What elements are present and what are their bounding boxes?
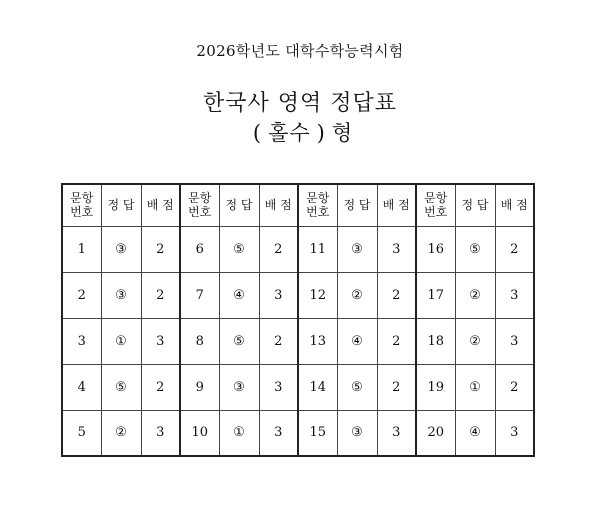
header-points: 배 점 [141,184,180,226]
header-answer: 정 답 [337,184,377,226]
question-number: 3 [62,318,101,364]
points-cell: 3 [377,226,416,272]
points-cell: 2 [495,226,534,272]
exam-type-suffix: 형 [331,121,354,145]
question-number: 10 [180,410,219,456]
table-header-row [62,184,534,226]
answer-cell: ① [219,410,259,456]
answer-table [61,183,535,457]
table-row [62,364,534,410]
header-question-number: 문항 번호 [180,184,219,226]
exam-type-name: 홀수 [268,121,311,145]
table-row [62,318,534,364]
answer-cell: ③ [337,410,377,456]
type-close-paren: ) [316,121,326,145]
header-answer: 정 답 [455,184,495,226]
question-number: 9 [180,364,219,410]
header-points: 배 점 [495,184,534,226]
points-cell: 3 [141,410,180,456]
points-cell: 2 [141,364,180,410]
answer-cell: ① [101,318,141,364]
header-points: 배 점 [377,184,416,226]
answer-cell: ⑤ [101,364,141,410]
header-answer: 정 답 [101,184,141,226]
answer-cell: ⑤ [219,226,259,272]
points-cell: 3 [495,318,534,364]
question-number: 2 [62,272,101,318]
question-number: 14 [298,364,337,410]
answer-cell: ① [455,364,495,410]
question-number: 1 [62,226,101,272]
points-cell: 2 [141,272,180,318]
points-cell: 3 [259,410,298,456]
points-cell: 2 [377,272,416,318]
header-question-number: 문항 번호 [298,184,337,226]
question-number: 20 [416,410,455,456]
answer-cell: ⑤ [219,318,259,364]
question-number: 17 [416,272,455,318]
question-number: 8 [180,318,219,364]
answer-cell: ⑤ [455,226,495,272]
table-row [62,226,534,272]
page-title: 한국사 영역 정답표 [202,91,397,116]
question-number: 11 [298,226,337,272]
question-number: 6 [180,226,219,272]
answer-cell: ② [455,318,495,364]
type-open-paren: ( [252,121,263,145]
points-cell: 2 [259,226,298,272]
question-number: 19 [416,364,455,410]
answer-cell: ② [455,272,495,318]
answer-cell: ④ [455,410,495,456]
question-number: 5 [62,410,101,456]
header-answer: 정 답 [219,184,259,226]
answer-cell: ③ [337,226,377,272]
answer-cell: ⑤ [337,364,377,410]
table-row [62,410,534,456]
question-number: 4 [62,364,101,410]
answer-cell: ④ [219,272,259,318]
header-points: 배 점 [259,184,298,226]
answer-cell: ③ [219,364,259,410]
answer-cell: ④ [337,318,377,364]
points-cell: 3 [259,364,298,410]
exam-type-line [0,117,600,147]
question-number: 12 [298,272,337,318]
points-cell: 3 [141,318,180,364]
header-question-number: 문항 번호 [62,184,101,226]
points-cell: 2 [377,318,416,364]
points-cell: 2 [495,364,534,410]
points-cell: 2 [377,364,416,410]
question-number: 13 [298,318,337,364]
answer-cell: ③ [101,272,141,318]
answer-cell: ② [101,410,141,456]
question-number: 16 [416,226,455,272]
points-cell: 2 [259,318,298,364]
points-cell: 3 [377,410,416,456]
header-question-number: 문항 번호 [416,184,455,226]
points-cell: 3 [495,272,534,318]
answer-cell: ② [337,272,377,318]
question-number: 18 [416,318,455,364]
table-row [62,272,534,318]
points-cell: 2 [141,226,180,272]
exam-year-title: 2026학년도 대학수학능력시험 [196,42,404,60]
question-number: 7 [180,272,219,318]
points-cell: 3 [259,272,298,318]
question-number: 15 [298,410,337,456]
points-cell: 3 [495,410,534,456]
answer-cell: ③ [101,226,141,272]
